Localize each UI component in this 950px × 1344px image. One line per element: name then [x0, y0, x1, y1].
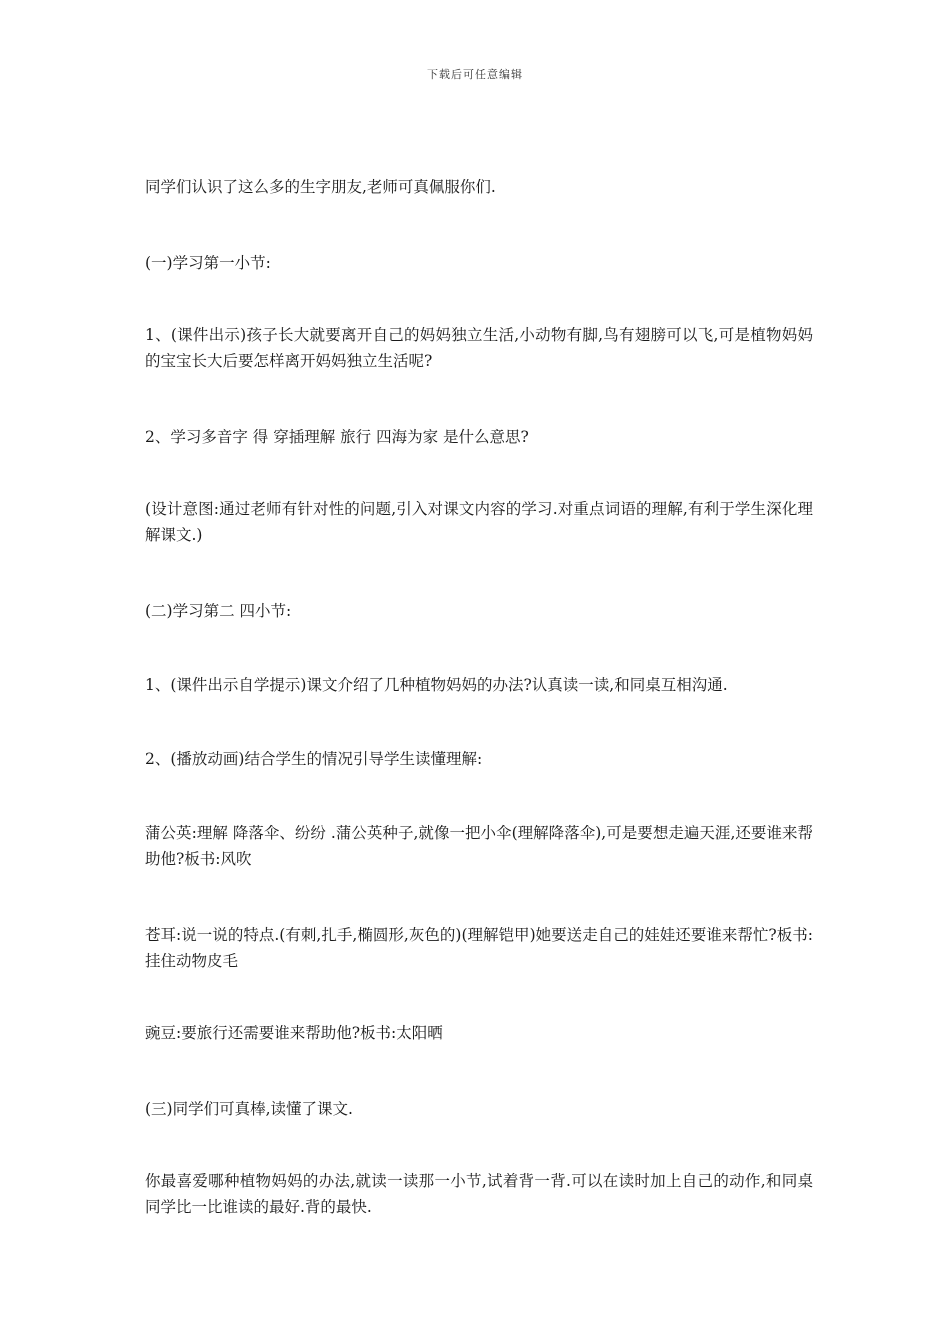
paragraph-dandelion: 蒲公英:理解 降落伞、纷纷 .蒲公英种子,就像一把小伞(理解降落伞),可是要想走遍天涯,还要谁来帮助他?板书:风吹 [145, 824, 813, 868]
page-header: 下载后可任意编辑 [427, 68, 523, 81]
paragraph-item-1-2: 2、学习多音字 得 穿插理解 旅行 四海为家 是什么意思? [145, 428, 529, 446]
section-heading-3: (三)同学们可真棒,读懂了课文. [145, 1100, 353, 1118]
section-heading-1: (一)学习第一小节: [145, 254, 271, 272]
paragraph-recite: 你最喜爱哪种植物妈妈的办法,就读一读那一小节,试着背一背.可以在读时加上自己的动作,和同桌同学比一比谁读的最好.背的最快. [145, 1172, 813, 1216]
paragraph-item-1-1: 1、(课件出示)孩子长大就要离开自己的妈妈独立生活,小动物有脚,鸟有翅膀可以飞,可是植物妈妈的宝宝长大后要怎样离开妈妈独立生活呢? [145, 326, 813, 370]
paragraph-pea: 豌豆:要旅行还需要谁来帮助他?板书:太阳晒 [145, 1024, 443, 1042]
paragraph-item-2-2: 2、(播放动画)结合学生的情况引导学生读懂理解: [145, 750, 483, 768]
paragraph-cocklebur: 苍耳:说一说的特点.(有刺,扎手,椭圆形,灰色的)(理解铠甲)她要送走自己的娃娃还要谁来帮忙?板书:挂住动物皮毛 [145, 926, 813, 970]
paragraph-item-2-1: 1、(课件出示自学提示)课文介绍了几种植物妈妈的办法?认真读一读,和同桌互相沟通. [145, 676, 728, 694]
paragraph-intro: 同学们认识了这么多的生字朋友,老师可真佩服你们. [145, 178, 496, 196]
section-heading-2: (二)学习第二 四小节: [145, 602, 292, 620]
paragraph-design-intent: (设计意图:通过老师有针对性的问题,引入对课文内容的学习.对重点词语的理解,有利于学生深化理解课文.) [145, 500, 813, 544]
